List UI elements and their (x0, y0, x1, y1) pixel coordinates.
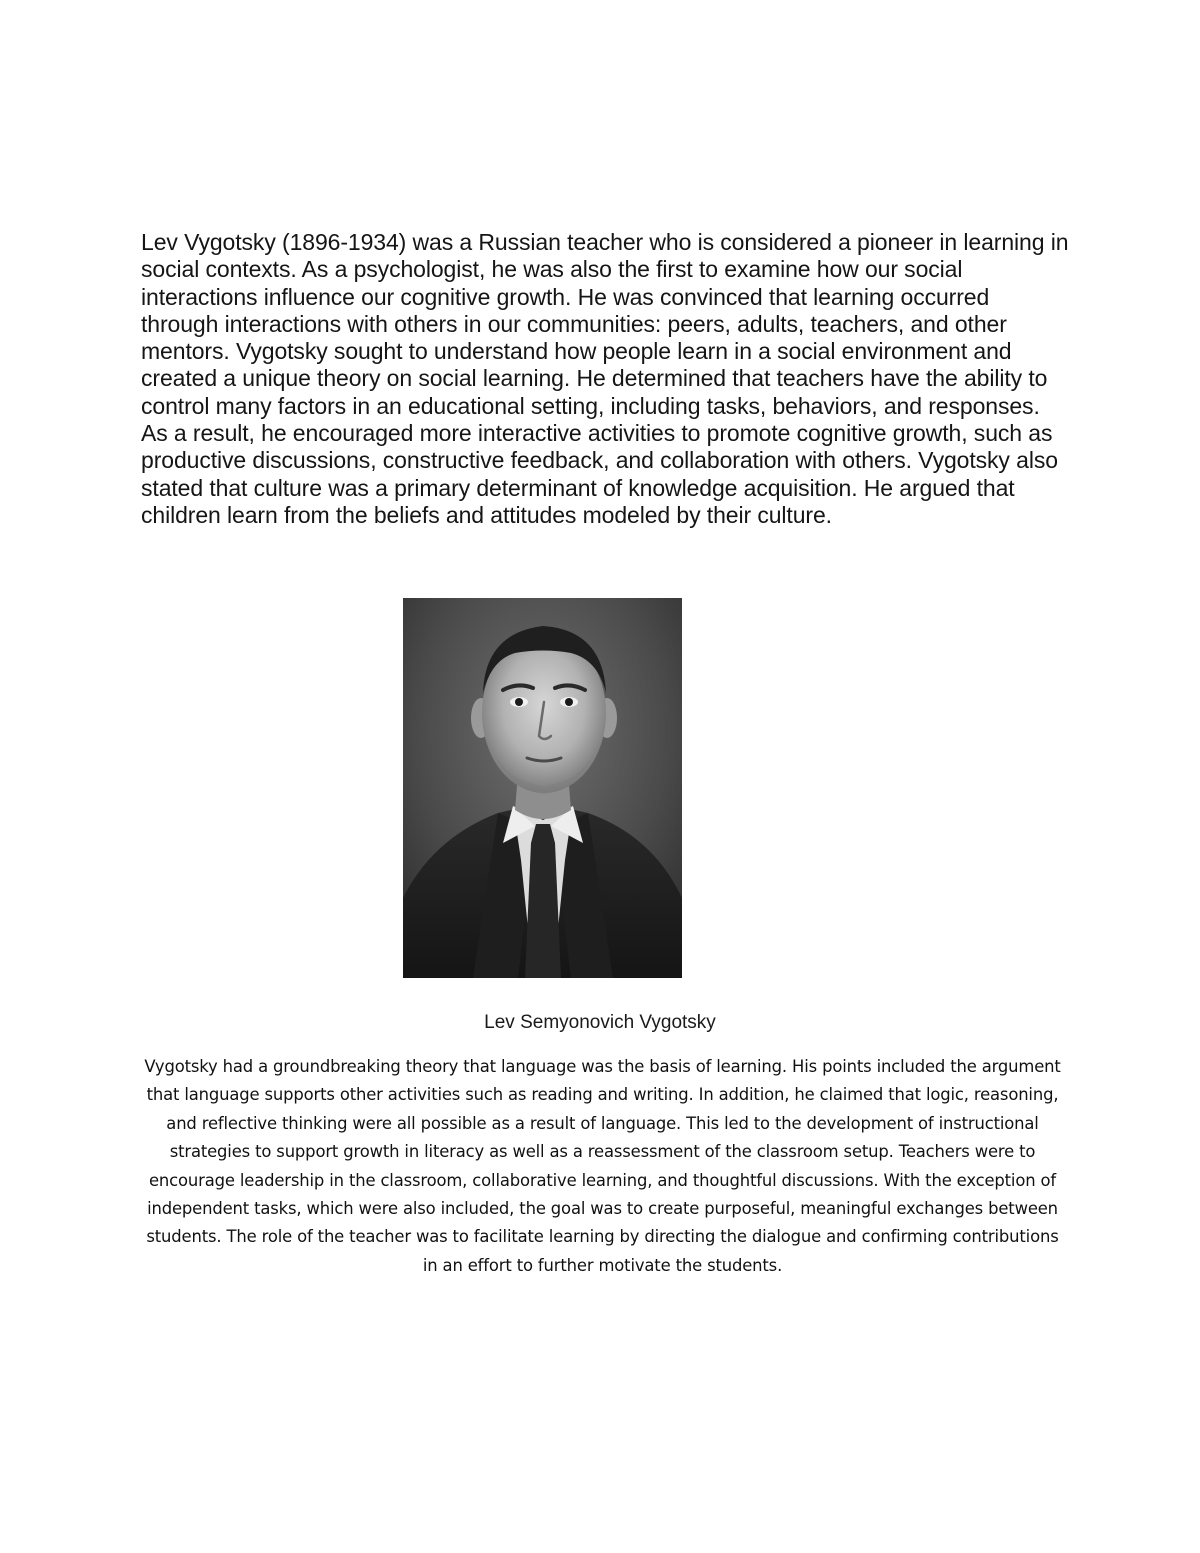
photo-caption: Lev Semyonovich Vygotsky (484, 1012, 716, 1033)
intro-paragraph: Lev Vygotsky (1896-1934) was a Russian teacher who is considered a pioneer in learning in social contexts. As a psychologist, he was also the first to examine how our social interactions influence our cognitive growth. He was convinced that learning occurred through interactions with others in our communities: peers, adults, teachers, and other mentors. Vygotsky sought to understand how people learn in a social environment and created a unique theory on social learning. He determined that teachers have the ability to control many factors in an educational setting, including tasks, behaviors, and responses. As a result, he encouraged more interactive activities to promote cognitive growth, such as productive discussions, constructive feedback, and collaboration with others. Vygotsky also stated that culture was a primary determinant of knowledge acquisition. He argued that children learn from the beliefs and attitudes modeled by their culture. (141, 229, 1069, 528)
second-paragraph: Vygotsky had a groundbreaking theory that language was the basis of learning. His points included the argument that language supports other activities such as reading and writing. In addition, he claimed that logic, reasoning, and reflective thinking were all possible as a result of language. This led to the development of instructional strategies to support growth in literacy as well as a reassessment of the classroom setup. Teachers were to encourage leadership in the classroom, collaborative learning, and thoughtful discussions. With the exception of independent tasks, which were also included, the goal was to create purposeful, meaningful exchanges between students. The role of the teacher was to facilitate learning by directing the dialogue and confirming contributions in an effort to further motivate the students. (144, 1057, 1061, 1275)
portrait-image (403, 598, 682, 978)
portrait-photo (403, 598, 682, 978)
